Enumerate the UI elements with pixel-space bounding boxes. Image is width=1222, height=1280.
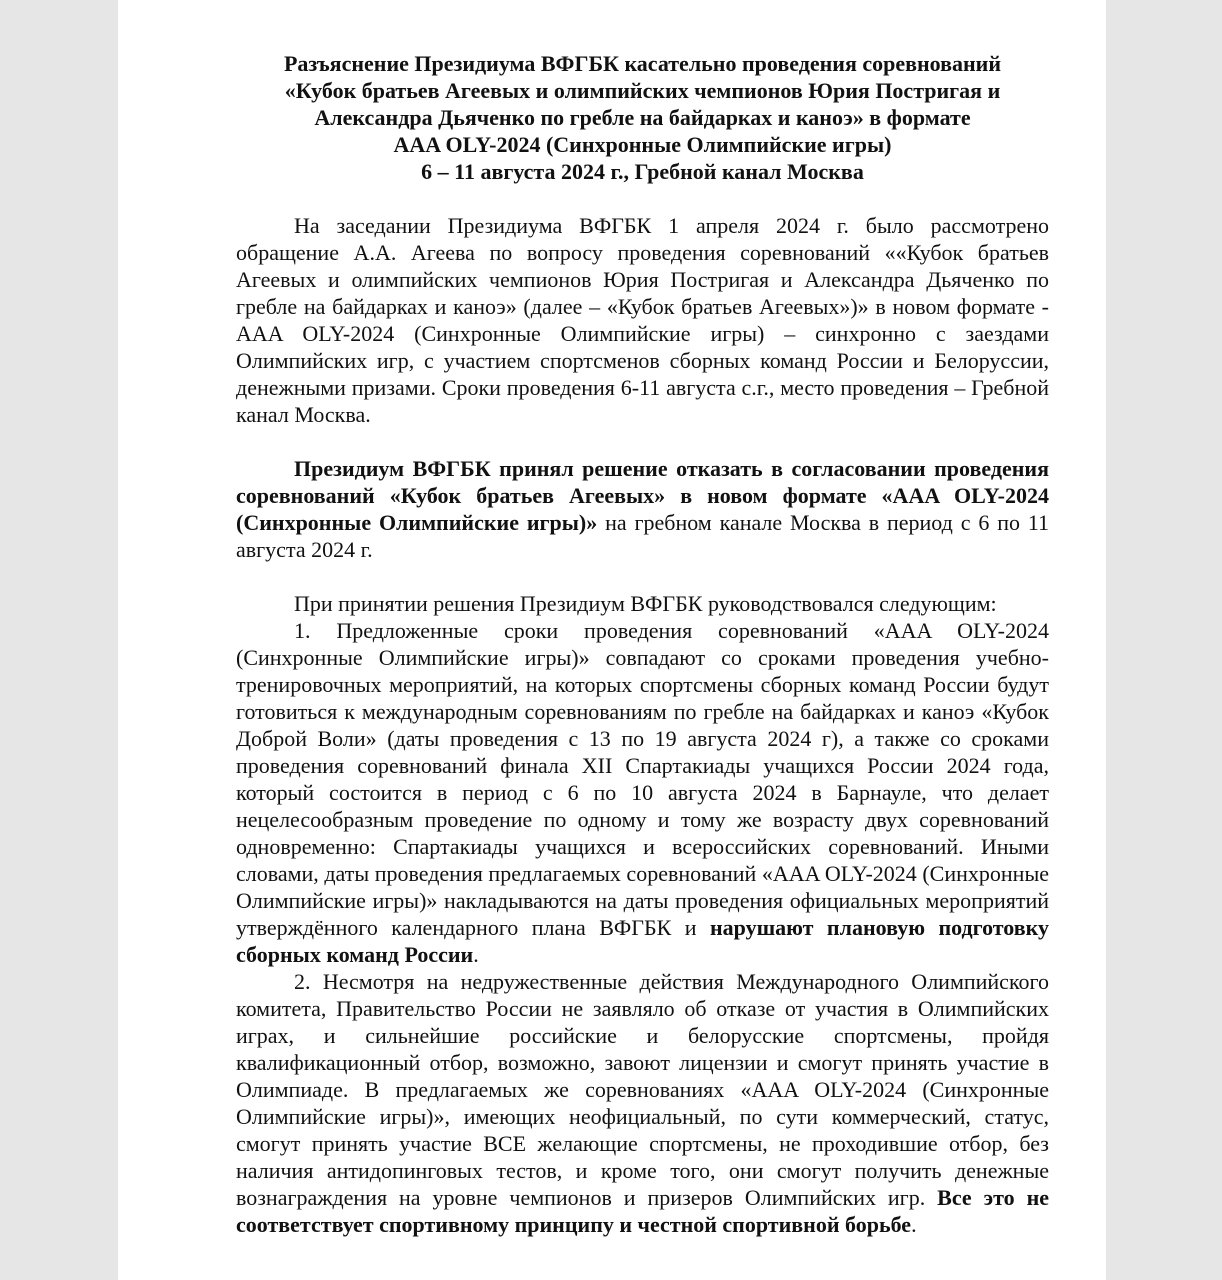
title-line: AAA OLY-2024 (Синхронные Олимпийские игры) [393, 132, 892, 157]
document-body [236, 50, 1049, 1238]
decision-bold-text: Президиум ВФГБК принял решение отказать в согласовании проведения соревнований «Кубок братьев Агеевых» в новом формате «AAA OLY-2024 (Синхронные Олимпийские игры)» [236, 456, 1049, 535]
decision-rest-text: на гребном канале Москва в период с 6 по 11 августа 2024 г. [236, 510, 1049, 562]
intro-paragraph: На заседании Президиума ВФГБК 1 апреля 2024 г. было рассмотрено обращение А.А. Агеева по вопросу проведения соревнований ««Кубок братьев Агеевых и олимпийских чемпионов Юрия Постригая и Александра Дьяченко по гребле на байдарках и каноэ» (далее – «Кубок братьев Агеевых»)» в новом формате - AAA OLY-2024 (Синхронные Олимпийские игры) – синхронно с заездами Олимпийских игр, с участием спортсменов сборных команд России и Белоруссии, денежными призами. Сроки проведения 6-11 августа с.г., место проведения – Гребной канал Москва. [236, 213, 1049, 427]
title-line: Разъяснение Президиума ВФГБК касательно проведения соревнований [283, 51, 1002, 76]
title-line: 6 – 11 августа 2024 г., Гребной канал Москва [421, 159, 864, 184]
left-margin-background [0, 0, 118, 1280]
reason-2-bold: Все это не соответствует спортивному принципу и честной спортивной борьбе [236, 1185, 1050, 1237]
document-page [118, 0, 1106, 1280]
reason-2-text: 2. Несмотря на недружественные действия Международного Олимпийского комитета, Правительство России не заявляло об отказе от участия в Олимпийских играх, и сильнейшие российские и белорусские спортсмены, пройдя квалификационный отбор, возможно, завоют лицензии и смогут принять участие в Олимпиаде. В предлагаемых же соревнованиях «AAA OLY-2024 (Синхронные Олимпийские игры)», имеющих неофициальный, по сути коммерческий, статус, смогут принять участие ВСЕ желающие спортсмены, не проходившие отбор, без наличия антидопинговых тестов, и кроме того, они смогут получить денежные вознаграждения на уровне чемпионов и призеров Олимпийских игр. [236, 969, 1049, 1210]
document-title [236, 50, 1049, 185]
reason-item-1 [236, 617, 1049, 968]
right-margin-background [1106, 0, 1222, 1280]
title-line: «Кубок братьев Агеевых и олимпийских чемпионов Юрия Постригая и [284, 78, 1001, 103]
title-line: Александра Дьяченко по гребле на байдарках и каноэ» в формате [314, 105, 971, 130]
decision-paragraph [236, 455, 1049, 563]
reason-item-2 [236, 968, 1049, 1238]
reason-1-end: . [473, 942, 479, 967]
reason-2-end: . [911, 1212, 917, 1237]
reason-1-bold: нарушают плановую подготовку сборных команд России [236, 915, 1049, 967]
reasons-intro: При принятии решения Президиум ВФГБК руководствовался следующим: [294, 591, 997, 616]
paragraph-gap [236, 563, 1049, 590]
paragraph-gap [236, 428, 1049, 455]
reason-1-text: 1. Предложенные сроки проведения соревнований «AAA OLY-2024 (Синхронные Олимпийские игры)» совпадают со сроками проведения учебно-тренировочных мероприятий, на которых спортсмены сборных команд России будут готовиться к международным соревнованиям по гребле на байдарках и каноэ «Кубок Доброй Воли» (даты проведения с 13 по 19 августа 2024 г), а также со сроками проведения соревнований финала XII Спартакиады учащихся России 2024 года, который состоится в период с 6 по 10 августа 2024 в Барнауле, что делает нецелесообразным проведение по одному и тому же возрасту двух соревнований одновременно: Спартакиады учащихся и всероссийских соревнований. Иными словами, даты проведения предлагаемых соревнований «AAA OLY-2024 (Синхронные Олимпийские игры)» накладываются на даты проведения официальных мероприятий утверждённого календарного плана ВФГБК и [236, 618, 1049, 940]
